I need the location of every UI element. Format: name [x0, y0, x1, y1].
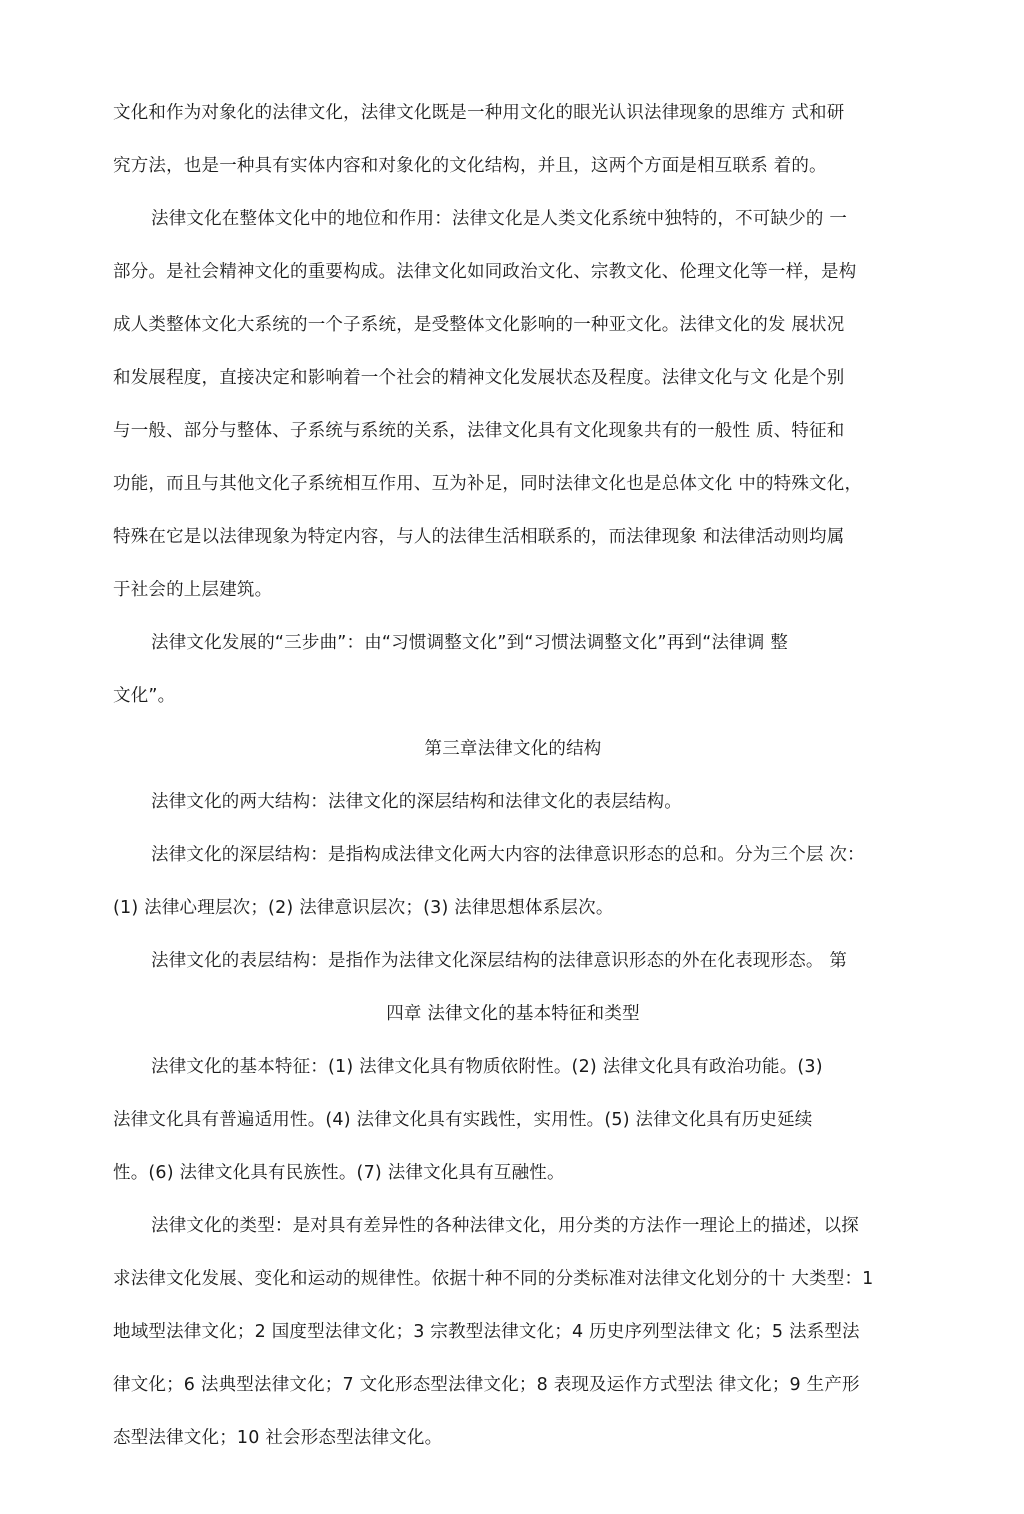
text-line: 法律文化具有普遍适用性。(4) 法律文化具有实践性，实用性。(5) 法律文化具有历史延续 [113, 1110, 813, 1130]
text-line: (1) 法律心理层次；(2) 法律意识层次；(3) 法律思想体系层次。 [113, 898, 614, 918]
text-line: 和发展程度，直接决定和影响着一个社会的精神文化发展状态及程度。法律文化与文 化是个别 [113, 368, 845, 388]
text-line: 文化和作为对象化的法律文化，法律文化既是一种用文化的眼光认识法律现象的思维方 式和研 [113, 103, 845, 123]
text-line: 成人类整体文化大系统的一个子系统，是受整体文化影响的一种亚文化。法律文化的发 展状况 [113, 315, 845, 335]
text-line: 态型法律文化；10 社会形态型法律文化。 [113, 1428, 443, 1448]
paragraph-start: 法律文化的深层结构：是指构成法律文化两大内容的法律意识形态的总和。分为三个层 次： [151, 845, 865, 865]
text-line: 性。(6) 法律文化具有民族性。(7) 法律文化具有互融性。 [113, 1163, 565, 1183]
paragraph-start: 法律文化在整体文化中的地位和作用：法律文化是人类文化系统中独特的，不可缺少的 一 [151, 209, 848, 229]
text-line: 究方法，也是一种具有实体内容和对象化的文化结构，并且，这两个方面是相互联系 着的。 [113, 156, 827, 176]
chapter-heading: 四章 法律文化的基本特征和类型 [386, 1004, 640, 1024]
text-line: 地域型法律文化；2 国度型法律文化；3 宗教型法律文化；4 历史序列型法律文 化；5 法系型法 [113, 1322, 860, 1342]
paragraph-start: 法律文化的类型：是对具有差异性的各种法律文化，用分类的方法作一理论上的描述，以探 [151, 1216, 859, 1236]
paragraph-start: 法律文化的基本特征：(1) 法律文化具有物质依附性。(2) 法律文化具有政治功能。(3) [151, 1057, 823, 1077]
document-page [113, 94, 913, 1472]
text-line: 文化”。 [113, 686, 176, 706]
paragraph-start: 法律文化的两大结构：法律文化的深层结构和法律文化的表层结构。 [151, 792, 682, 812]
paragraph-start: 法律文化的表层结构：是指作为法律文化深层结构的法律意识形态的外在化表现形态。 第 [151, 951, 848, 971]
text-line: 律文化；6 法典型法律文化；7 文化形态型法律文化；8 表现及运作方式型法 律文化；9 生产形 [113, 1375, 860, 1395]
text-line: 功能，而且与其他文化子系统相互作用、互为补足，同时法律文化也是总体文化 中的特殊文化， [113, 474, 863, 494]
text-line: 特殊在它是以法律现象为特定内容，与人的法律生活相联系的，而法律现象 和法律活动则均属 [113, 527, 845, 547]
paragraph-start: 法律文化发展的“三步曲”：由“习惯调整文化”到“习惯法调整文化”再到“法律调 整 [151, 633, 789, 653]
chapter-heading: 第三章法律文化的结构 [424, 739, 602, 759]
text-line: 于社会的上层建筑。 [113, 580, 273, 600]
text-line: 与一般、部分与整体、子系统与系统的关系，法律文化具有文化现象共有的一般性 质、特征和 [113, 421, 845, 441]
text-line: 求法律文化发展、变化和运动的规律性。依据十种不同的分类标准对法律文化划分的十 大类型：1 [113, 1269, 874, 1289]
text-line: 部分。是社会精神文化的重要构成。法律文化如同政治文化、宗教文化、伦理文化等一样，是构 [113, 262, 857, 282]
